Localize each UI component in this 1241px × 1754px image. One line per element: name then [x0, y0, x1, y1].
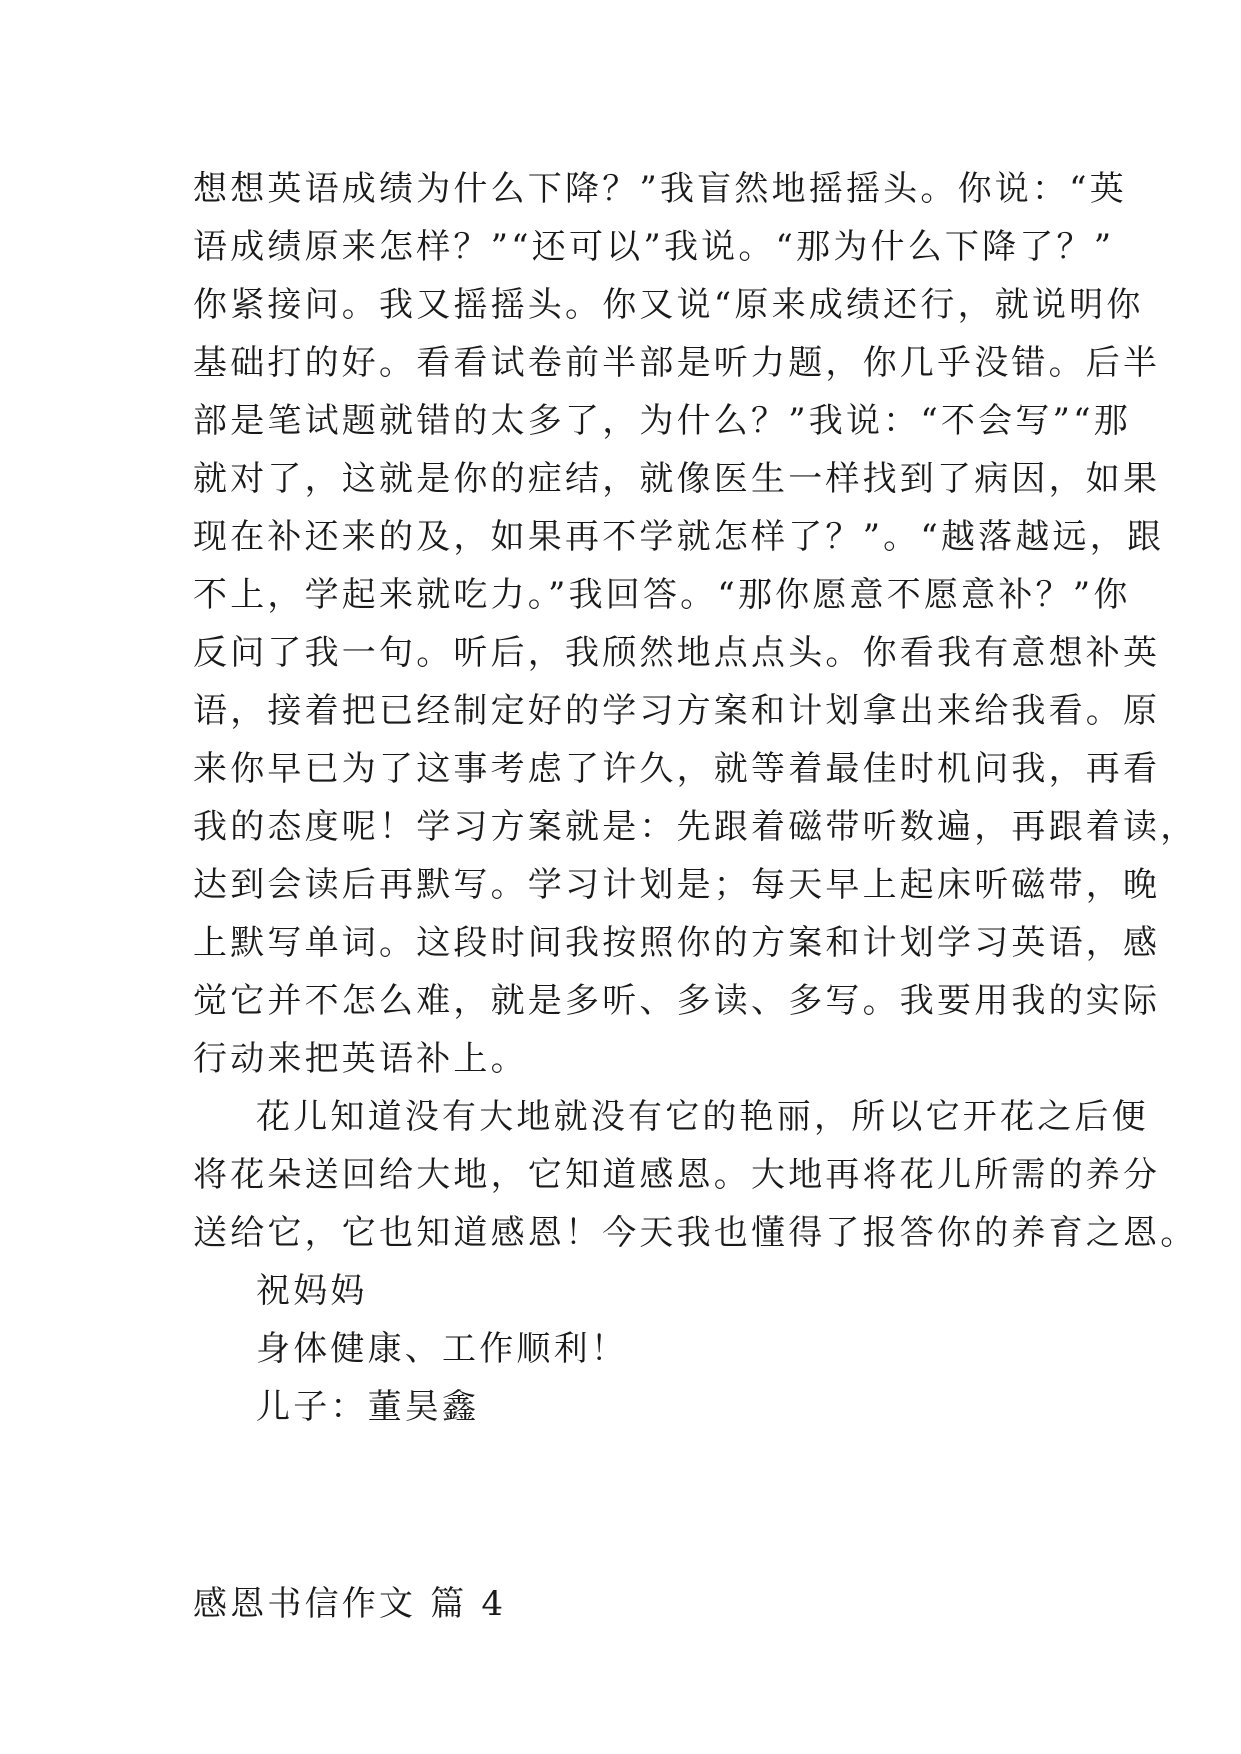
closing-block — [193, 1262, 1053, 1436]
paragraph-1 — [193, 160, 1198, 1088]
closing-wish: 祝妈妈 — [256, 1271, 368, 1311]
paragraph-line: 想想英语成绩为什么下降？”我盲然地摇摇头。你说：“英 — [193, 169, 1127, 209]
paragraph-line: 花儿知道没有大地就没有它的艳丽，所以它开花之后便 — [256, 1097, 1149, 1137]
paragraph-line: 不上，学起来就吃力。”我回答。“那你愿意不愿意补？”你 — [193, 575, 1131, 615]
paragraph-line: 你紧接问。我又摇摇头。你又说“原来成绩还行，就说明你 — [193, 285, 1144, 325]
paragraph-line: 基础打的好。看看试卷前半部是听力题，你几乎没错。后半 — [193, 343, 1161, 383]
paragraph-line: 就对了，这就是你的症结，就像医生一样找到了病因，如果 — [193, 459, 1161, 499]
paragraph-line: 部是笔试题就错的太多了，为什么？”我说：“不会写”“那 — [193, 401, 1131, 441]
paragraph-line: 我的态度呢！学习方案就是：先跟着磁带听数遍，再跟着读， — [193, 807, 1198, 847]
letter-body — [193, 160, 1198, 1436]
paragraph-line: 将花朵送回给大地，它知道感恩。大地再将花儿所需的养分 — [193, 1155, 1161, 1195]
paragraph-line: 觉它并不怎么难，就是多听、多读、多写。我要用我的实际 — [193, 981, 1161, 1021]
paragraph-line: 现在补还来的及，如果再不学就怎样了？”。“越落越远，跟 — [193, 517, 1165, 557]
section-title: 感恩书信作文 篇 4 — [193, 1584, 507, 1624]
paragraph-line: 上默写单词。这段时间我按照你的方案和计划学习英语，感 — [193, 923, 1161, 963]
paragraph-line: 语，接着把已经制定好的学习方案和计划拿出来给我看。原 — [193, 691, 1161, 731]
paragraph-line: 来你早已为了这事考虑了许久，就等着最佳时机问我，再看 — [193, 749, 1161, 789]
paragraph-line: 语成绩原来怎样？”“还可以”我说。“那为什么下降了？” — [193, 227, 1115, 267]
signature: 儿子：董昊鑫 — [256, 1387, 480, 1427]
paragraph-line: 反问了我一句。听后，我颀然地点点头。你看我有意想补英 — [193, 633, 1161, 673]
paragraph-line: 行动来把英语补上。 — [193, 1039, 528, 1079]
paragraph-line: 送给它，它也知道感恩！今天我也懂得了报答你的养育之恩。 — [193, 1213, 1198, 1253]
paragraph-line: 达到会读后再默写。学习计划是；每天早上起床听磁带，晚 — [193, 865, 1161, 905]
paragraph-2 — [193, 1088, 1198, 1262]
closing-wish-detail: 身体健康、工作顺利！ — [256, 1329, 628, 1369]
